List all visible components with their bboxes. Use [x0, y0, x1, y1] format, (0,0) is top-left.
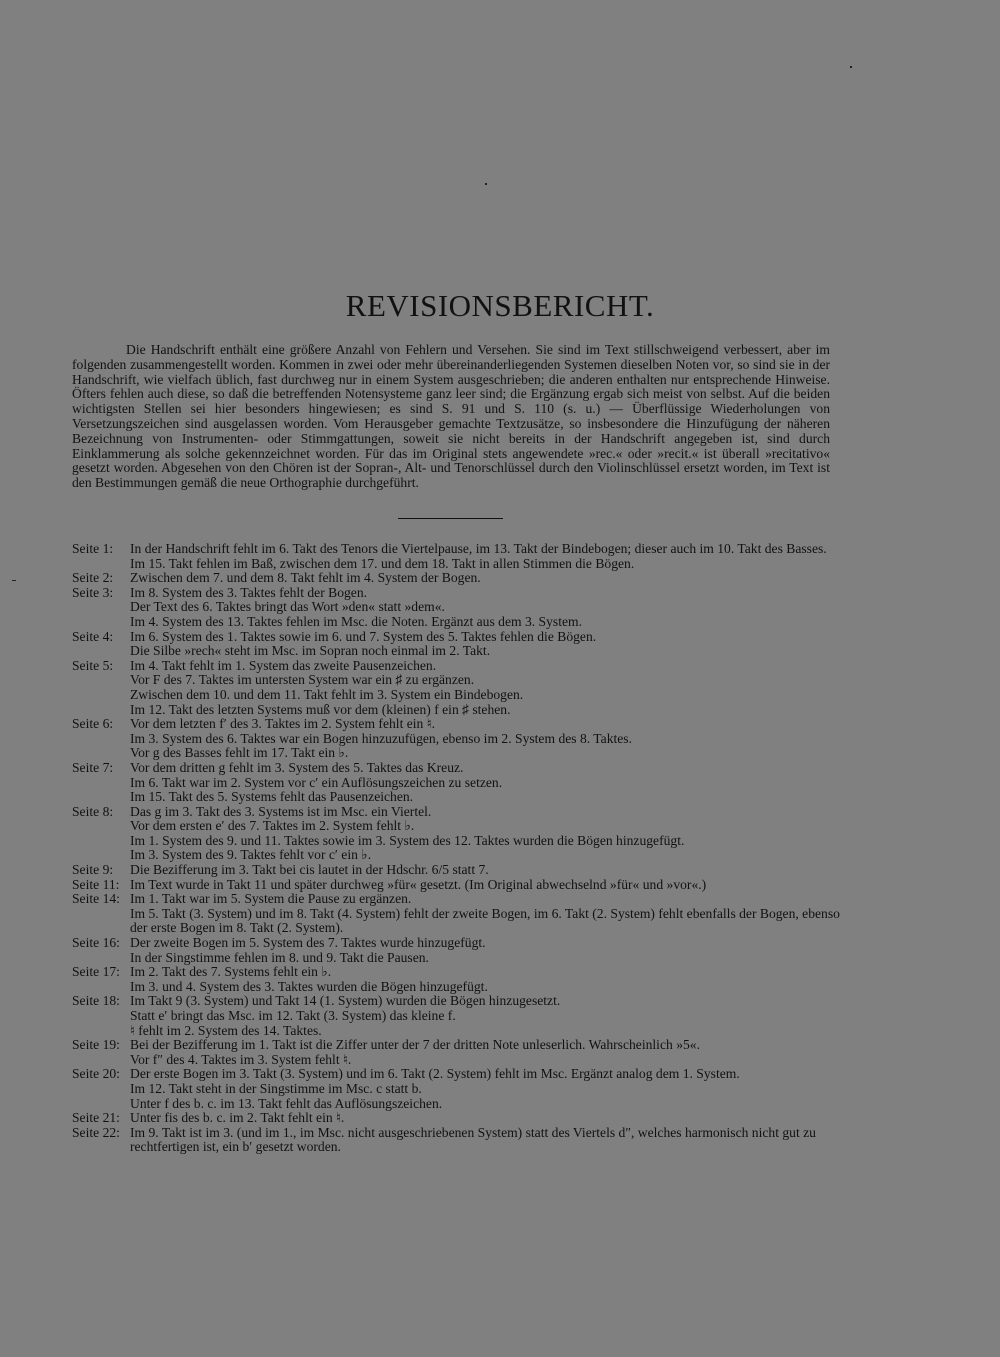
entry-page-label: Seite 6:: [72, 716, 114, 732]
entry-note-line: Im 3. System des 6. Taktes war ein Bogen hinzuzufügen, ebenso im 2. System des 8. Taktes.: [130, 730, 632, 746]
entry-note-line: Im 1. Takt war im 5. System die Pause zu ergänzen.: [130, 891, 412, 907]
revision-entry: [72, 878, 842, 893]
entry-note-line: ♮ fehlt im 2. System des 14. Taktes.: [130, 1022, 322, 1038]
entry-note-line: Im 4. System des 13. Taktes fehlen im Msc. die Noten. Ergänzt aus dem 3. System.: [130, 613, 582, 629]
entry-note-line: Im 3. System des 9. Taktes fehlt vor c′ ein ♭.: [130, 847, 372, 863]
revision-entry: [72, 630, 842, 659]
entry-page-label: Seite 7:: [72, 759, 114, 775]
entry-page-label: Seite 22:: [72, 1124, 120, 1140]
entry-note-line: Zwischen dem 10. und dem 11. Takt fehlt im 3. System ein Bindebogen.: [130, 686, 524, 702]
entry-note-line: Vor f″ des 4. Taktes im 3. System fehlt ♮.: [130, 1051, 352, 1067]
entry-note-line: Im 12. Takt steht in der Singstimme im Msc. c statt b.: [130, 1080, 422, 1096]
entry-note-line: Im 15. Takt des 5. Systems fehlt das Pausenzeichen.: [130, 789, 414, 805]
entry-note-line: Im Takt 9 (3. System) und Takt 14 (1. System) wurden die Bögen hinzugesetzt.: [130, 993, 561, 1009]
entry-notes: [130, 717, 842, 761]
revision-entry: [72, 1067, 842, 1111]
revision-entry: [72, 994, 842, 1038]
entry-note-line: Der zweite Bogen im 5. System des 7. Taktes wurde hinzugefügt.: [130, 935, 486, 951]
revision-entry: [72, 892, 842, 936]
entry-note-line: Im 3. und 4. System des 3. Taktes wurden die Bögen hinzugefügt.: [130, 978, 488, 994]
revision-entry: [72, 571, 842, 586]
page-title: REVISIONSBERICHT.: [345, 288, 655, 323]
scan-speck: [850, 66, 852, 68]
revision-entry: [72, 659, 842, 717]
entry-page-label: Seite 5:: [72, 657, 114, 673]
entry-page-label: Seite 14:: [72, 891, 120, 907]
entry-notes: [130, 761, 842, 805]
scan-speck: [485, 183, 487, 185]
entry-note-line: Vor F des 7. Taktes im untersten System war ein ♯ zu ergänzen.: [130, 672, 475, 688]
entry-note-line: Im 4. Takt fehlt im 1. System das zweite Pausenzeichen.: [130, 657, 437, 673]
scan-speck: [12, 580, 16, 581]
entry-note-line: Die Bezifferung im 3. Takt bei cis lautet in der Hdschr. 6/5 statt 7.: [130, 862, 489, 878]
revision-entry: [72, 761, 842, 805]
entry-notes: [130, 1126, 842, 1155]
entry-notes: [130, 994, 842, 1038]
revision-entry: [72, 1111, 842, 1126]
revision-entry: [72, 965, 842, 994]
entry-notes: [130, 542, 842, 571]
entry-page-label: Seite 4:: [72, 628, 114, 644]
entry-note-line: Vor g des Basses fehlt im 17. Takt ein ♭.: [130, 745, 349, 761]
entry-note-line: Im 8. System des 3. Taktes fehlt der Bogen.: [130, 584, 368, 600]
entry-note-line: Im Text wurde in Takt 11 und später durchweg »für« gesetzt. (Im Original abwechselnd »für« und »vor«.): [130, 876, 707, 892]
entry-note-line: Bei der Bezifferung im 1. Takt ist die Ziffer unter der 7 der dritten Note unleserlich. Wahrscheinlich »5«.: [130, 1037, 700, 1053]
entry-notes: [130, 586, 842, 630]
entry-page-label: Seite 18:: [72, 993, 120, 1009]
entry-page-label: Seite 21:: [72, 1110, 120, 1126]
revision-entry: [72, 863, 842, 878]
entry-page-label: Seite 19:: [72, 1037, 120, 1053]
entry-page-label: Seite 16:: [72, 935, 120, 951]
entry-notes: [130, 1111, 842, 1126]
entry-page-label: Seite 2:: [72, 570, 114, 586]
entry-note-line: Vor dem letzten f′ des 3. Taktes im 2. System fehlt ein ♮.: [130, 716, 436, 732]
entry-notes: [130, 892, 842, 936]
entry-note-line: Vor dem dritten g fehlt im 3. System des 5. Taktes das Kreuz.: [130, 759, 464, 775]
entry-note-line: Im 9. Takt ist im 3. (und im 1., im Msc. nicht ausgeschriebenen System) statt des Viertels d″, welches harmonisch nicht gut zu rechtfertigen ist, ein b′ gesetzt worden.: [130, 1124, 816, 1155]
revision-entry: [72, 542, 842, 571]
entry-note-line: Das g im 3. Takt des 3. Systems ist im Msc. ein Viertel.: [130, 803, 432, 819]
entry-note-line: Unter f des b. c. im 13. Takt fehlt das Auflösungszeichen.: [130, 1095, 443, 1111]
entry-notes: [130, 805, 842, 863]
entry-note-line: Im 5. Takt (3. System) und im 8. Takt (4. System) fehlt der zweite Bogen, im 6. Takt (2. System) fehlt ebenfalls der Bogen, ebenso der erste Bogen im 8. Takt (2. System).: [130, 905, 840, 936]
entry-note-line: Die Silbe »rech« steht im Msc. im Sopran noch einmal im 2. Takt.: [130, 643, 491, 659]
entry-note-line: Unter fis des b. c. im 2. Takt fehlt ein ♮.: [130, 1110, 345, 1126]
entry-note-line: Statt e′ bringt das Msc. im 12. Takt (3. System) das kleine f.: [130, 1008, 456, 1023]
entry-note-line: In der Handschrift fehlt im 6. Takt des Tenors die Viertelpause, im 13. Takt der Bindebogen; dieser auch im 10. Takt des Basses.: [130, 541, 827, 556]
entry-note-line: Im 1. System des 9. und 11. Taktes sowie im 3. System des 12. Taktes wurden die Bögen hinzugefügt.: [130, 832, 685, 848]
revision-entry: [72, 717, 842, 761]
entry-page-label: Seite 17:: [72, 964, 120, 980]
entry-note-line: Im 6. System des 1. Taktes sowie im 6. und 7. System des 5. Taktes fehlen die Bögen.: [130, 628, 597, 644]
entry-page-label: Seite 1:: [72, 541, 114, 556]
revision-entry: [72, 586, 842, 630]
entry-page-label: Seite 3:: [72, 584, 114, 600]
entry-page-label: Seite 8:: [72, 803, 114, 819]
entry-note-line: Vor dem ersten e′ des 7. Taktes im 2. System fehlt ♭.: [130, 818, 415, 834]
revision-entry: [72, 1126, 842, 1155]
entry-page-label: Seite 11:: [72, 876, 120, 892]
revision-entry: [72, 936, 842, 965]
entry-notes: [130, 965, 842, 994]
entry-notes: [130, 936, 842, 965]
entry-page-label: Seite 9:: [72, 862, 114, 878]
entry-notes: [130, 659, 842, 717]
entry-note-line: Im 12. Takt des letzten Systems muß vor dem (kleinen) f ein ♯ stehen.: [130, 701, 511, 717]
entry-notes: [130, 571, 842, 586]
section-divider: [398, 518, 503, 519]
entry-notes: [130, 878, 842, 893]
entry-note-line: Im 15. Takt fehlen im Baß, zwischen dem 17. und dem 18. Takt in allen Stimmen die Bögen.: [130, 555, 635, 571]
entry-notes: [130, 630, 842, 659]
entry-page-label: Seite 20:: [72, 1066, 120, 1082]
entry-note-line: Im 2. Takt des 7. Systems fehlt ein ♭.: [130, 964, 332, 980]
entry-note-line: In der Singstimme fehlen im 8. und 9. Takt die Pausen.: [130, 949, 429, 965]
entry-note-line: Der erste Bogen im 3. Takt (3. System) und im 6. Takt (2. System) fehlt im Msc. Ergänzt analog dem 1. System.: [130, 1066, 740, 1082]
revision-entries: [72, 542, 842, 1155]
entry-notes: [130, 863, 842, 878]
entry-note-line: Zwischen dem 7. und dem 8. Takt fehlt im 4. System der Bogen.: [130, 570, 481, 586]
entry-note-line: Im 6. Takt war im 2. System vor c′ ein Auflösungszeichen zu setzen.: [130, 774, 503, 790]
revision-entry: [72, 1038, 842, 1067]
revision-entry: [72, 805, 842, 863]
entry-notes: [130, 1038, 842, 1067]
entry-note-line: Der Text des 6. Taktes bringt das Wort »den« statt »dem«.: [130, 599, 445, 615]
entry-notes: [130, 1067, 842, 1111]
intro-paragraph: Die Handschrift enthält eine größere Anzahl von Fehlern und Versehen. Sie sind im Text stillschweigend verbessert, aber im folgenden zusammengestellt worden. Kommen in zwei oder mehr übereinanderliegenden Systemen dieselben Noten vor, so sind sie in der Handschrift, wie vielfach üblich, fast durchweg nur in einem System ausgeschrieben; die anderen enthalten nur entsprechende Hinweise. Öfters fehlen auch diese, so daß die betreffenden Notensysteme ganz leer sind; die Ergänzung ergab sich meist von selbst. Auf die beiden wichtigsten Stellen sei hier besonders hingewiesen; es sind S. 91 und S. 110 (s. u.) — Überflüssige Wiederholungen von Versetzungszeichen sind ausgelassen worden. Vom Herausgeber gemachte Textzusätze, so insbesondere die Hinzufügung der näheren Bezeichnung von Instrumenten- oder Stimmgattungen, soweit sie nicht bereits in der Handschrift angegeben ist, sind durch Einklammerung als solche gekennzeichnet worden. Für das im Original stets angewendete »rec.« oder »recit.« ist überall »recitativo« gesetzt worden. Abgesehen von den Chören ist der Sopran-, Alt- und Tenorschlüssel durch den Violinschlüssel ersetzt worden, im Text ist den Bestimmungen gemäß die neue Orthographie durchgeführt.: [72, 342, 830, 491]
